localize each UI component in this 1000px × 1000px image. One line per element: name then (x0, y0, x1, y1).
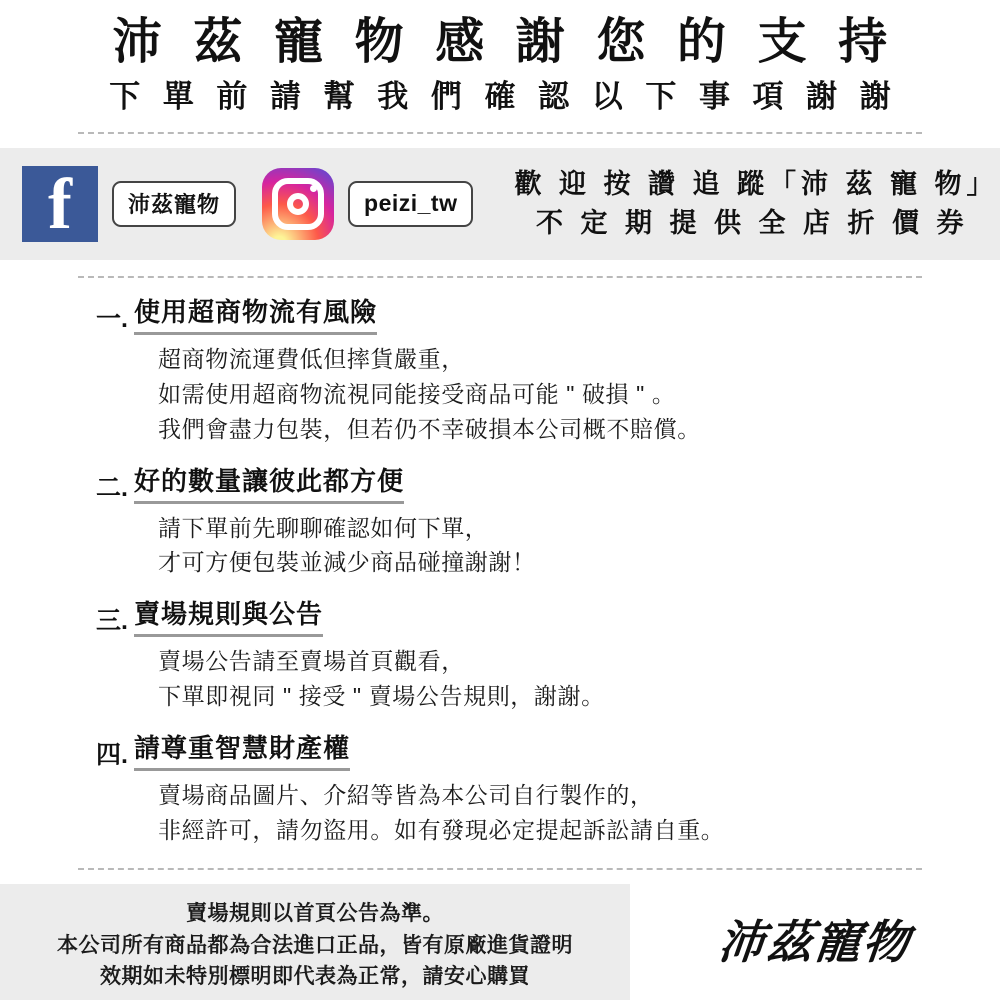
social-note-line-2: 不 定 期 提 供 全 店 折 價 券 (535, 207, 969, 238)
rule-body (96, 342, 1000, 447)
instagram-lens (287, 193, 309, 215)
facebook-name-pill[interactable]: 沛茲寵物 (112, 181, 236, 227)
rule-line: 賣場商品圖片、介紹等皆為本公司自行製作的， (158, 782, 654, 809)
rule-line: 才可方便包裝並減少商品碰撞謝謝！ (158, 549, 536, 576)
rule-line: 如需使用超商物流視同能接受商品可能 " 破損 " 。 (158, 380, 676, 407)
footer-line-3: 效期如未特別標明即代表為正常，請安心購買 (100, 965, 530, 989)
rule-line: 超商物流運費低但摔貨嚴重， (158, 345, 465, 372)
rule-body (96, 511, 1000, 581)
footer-notice (0, 884, 630, 1000)
footer (0, 884, 1000, 1000)
instagram-dot (310, 185, 317, 192)
rule-header (96, 461, 1000, 504)
instagram-handle-pill[interactable]: peizi_tw (348, 181, 473, 227)
facebook-icon[interactable] (22, 163, 98, 244)
social-note (509, 165, 1000, 242)
rule-item (96, 292, 1000, 447)
footer-line-2: 本公司所有商品都為合法進口正品，皆有原廠進貨證明 (57, 933, 573, 957)
rule-item (96, 594, 1000, 714)
brand-logo (630, 884, 1000, 972)
rule-title: 好的數量讓彼此都方便 (134, 461, 404, 504)
rule-title: 賣場規則與公告 (134, 594, 323, 637)
rule-line: 賣場公告請至賣場首頁觀看， (158, 648, 465, 675)
rule-line: 我們會盡力包裝，但若仍不幸破損本公司概不賠償。 (158, 415, 701, 442)
rules-list (0, 292, 1000, 849)
rule-title: 使用超商物流有風險 (134, 292, 377, 335)
divider-bottom (78, 868, 922, 870)
rule-item (96, 461, 1000, 581)
instagram-frame (272, 178, 324, 230)
rule-body (96, 644, 1000, 714)
brand-logo-text: 沛茲寵物 (715, 917, 914, 969)
rule-item (96, 728, 1000, 848)
rule-body (96, 778, 1000, 848)
rule-number: 四. (96, 741, 128, 770)
rule-title: 請尊重智慧財產權 (134, 728, 350, 771)
rule-line: 非經許可，請勿盜用。如有發現必定提起訴訟請自重。 (158, 817, 725, 844)
page-title: 沛 茲 寵 物 感 謝 您 的 支 持 (112, 15, 897, 69)
divider-mid (78, 276, 922, 278)
header (0, 0, 1000, 118)
rule-number: 二. (96, 473, 128, 502)
rule-number: 三. (96, 607, 128, 636)
rule-header (96, 594, 1000, 637)
rule-header (96, 728, 1000, 771)
page-subtitle: 下 單 前 請 幫 我 們 確 認 以 下 事 項 謝 謝 (109, 78, 898, 114)
social-note-line-1: 歡 迎 按 讚 追 蹤「沛 茲 寵 物」 (514, 169, 999, 200)
rule-line: 下單即視同 " 接受 " 賣場公告規則，謝謝。 (158, 683, 605, 710)
instagram-icon[interactable] (262, 168, 334, 240)
rule-number: 一. (96, 304, 128, 333)
facebook-f-glyph: f (48, 163, 72, 244)
rule-line: 請下單前先聊聊確認如何下單， (158, 514, 489, 541)
rule-header (96, 292, 1000, 335)
social-band (0, 148, 1000, 260)
footer-line-1: 賣場規則以首頁公告為準。 (186, 902, 444, 926)
divider-top (78, 132, 922, 134)
